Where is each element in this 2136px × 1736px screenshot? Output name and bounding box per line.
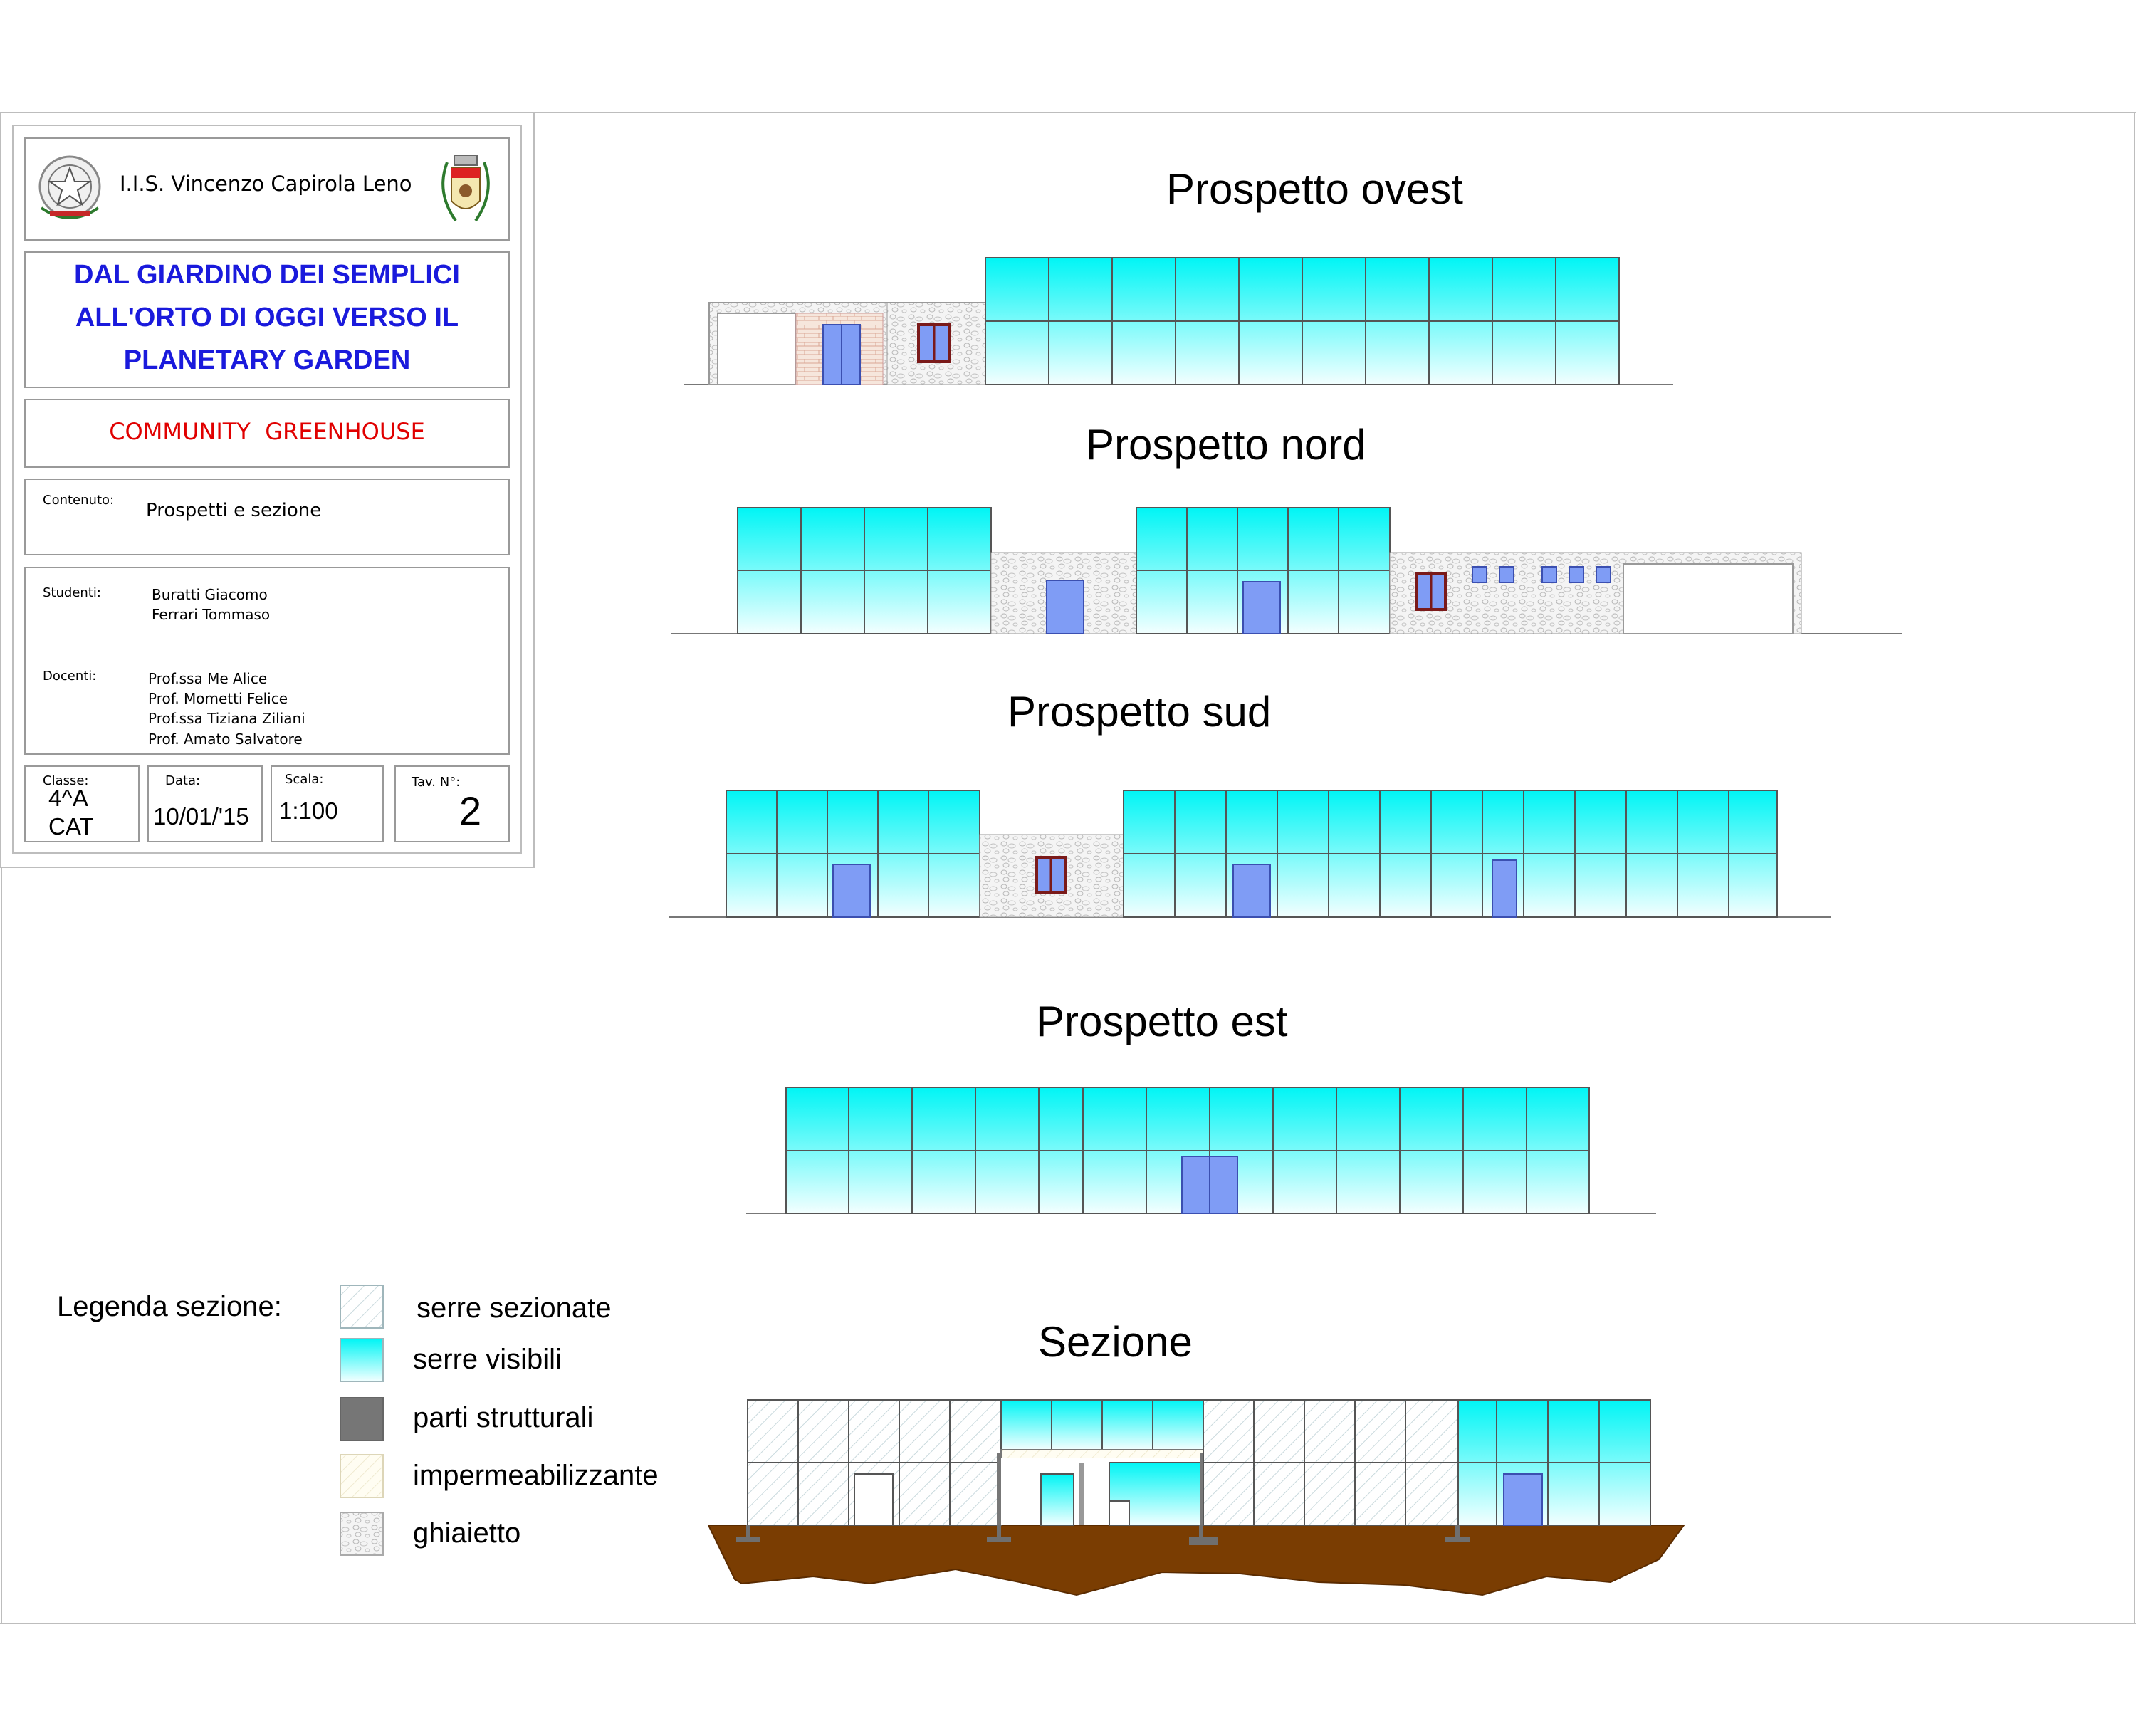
legend-label: serre sezionate <box>417 1292 612 1324</box>
teacher-name: Prof. Amato Salvatore <box>148 731 303 748</box>
sheet-number-value: 2 <box>459 788 482 833</box>
date-label: Data: <box>165 773 201 788</box>
legend-swatch-hatch <box>340 1285 383 1328</box>
legend-swatch-light-hatch <box>340 1455 383 1497</box>
elevation-north <box>671 508 1902 634</box>
class-label: Classe: <box>43 773 89 788</box>
elevation-south <box>669 790 1831 917</box>
legend-label: serre visibili <box>413 1344 562 1375</box>
view-title-est: Prospetto est <box>1036 998 1288 1045</box>
students-label: Studenti: <box>43 585 101 600</box>
class-value: CAT <box>48 813 94 840</box>
legend-swatch-gray <box>340 1398 383 1440</box>
school-name: I.I.S. Vincenzo Capirola Leno <box>120 172 412 196</box>
legend-swatch-gravel <box>340 1512 383 1555</box>
section-legend <box>57 1285 659 1555</box>
scale-label: Scala: <box>285 772 324 787</box>
teacher-name: Prof.ssa Me Alice <box>148 670 268 687</box>
section-view <box>708 1400 1684 1595</box>
elevation-west <box>684 258 1673 385</box>
view-title-nord: Prospetto nord <box>1086 421 1366 469</box>
project-subtitle: COMMUNITY GREENHOUSE <box>109 418 425 445</box>
project-title-line-2: ALL'ORTO DI OGGI VERSO IL <box>75 303 459 333</box>
legend-swatch-cyan <box>340 1339 383 1381</box>
sheet-number-label: Tav. N°: <box>412 775 461 790</box>
project-title-line-1: DAL GIARDINO DEI SEMPLICI <box>74 260 460 290</box>
content-label: Contenuto: <box>43 493 115 508</box>
project-title-line-3: PLANETARY GARDEN <box>123 345 411 375</box>
teachers-label: Docenti: <box>43 669 97 684</box>
student-name: Buratti Giacomo <box>152 586 268 603</box>
teacher-name: Prof. Mometti Felice <box>148 690 288 707</box>
view-title-ovest: Prospetto ovest <box>1166 165 1463 213</box>
scale-value: 1:100 <box>279 798 338 824</box>
legend-label: impermeabilizzante <box>413 1460 659 1491</box>
legend-label: parti strutturali <box>413 1402 594 1433</box>
view-title-sud: Prospetto sud <box>1007 688 1272 736</box>
republic-emblem-icon <box>40 157 100 218</box>
content-value: Prospetti e sezione <box>146 500 322 521</box>
legend-label: ghiaietto <box>413 1517 521 1549</box>
student-name: Ferrari Tommaso <box>152 606 271 623</box>
view-title-sezione: Sezione <box>1038 1318 1193 1366</box>
title-block <box>0 113 534 867</box>
date-value: 10/01/'15 <box>153 803 249 830</box>
legend-title: Legenda sezione: <box>57 1291 282 1322</box>
class-value: 4^A <box>48 785 88 811</box>
teacher-name: Prof.ssa Tiziana Ziliani <box>148 710 305 727</box>
elevation-east <box>746 1087 1656 1213</box>
